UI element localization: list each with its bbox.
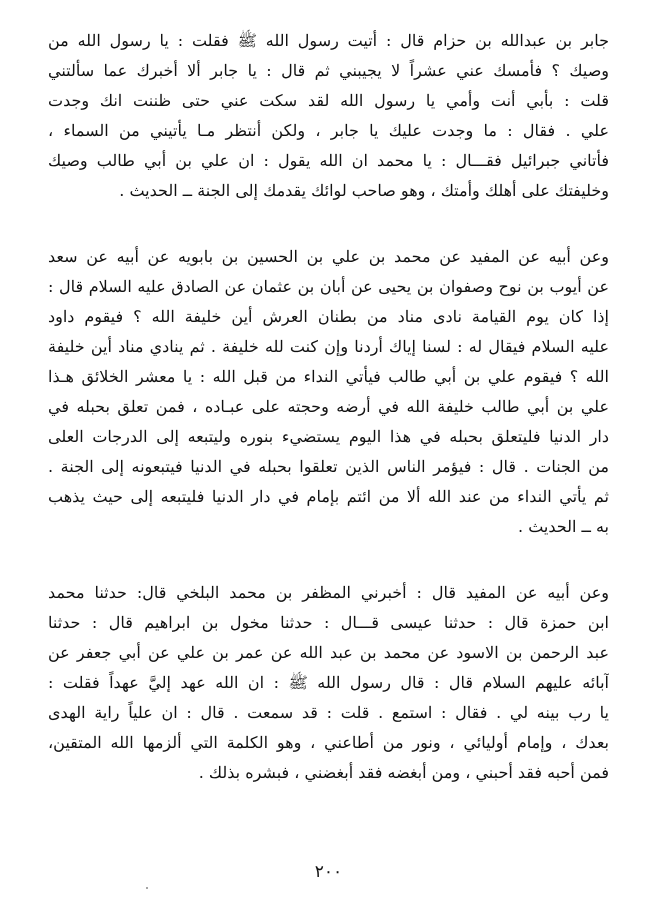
print-speck (146, 887, 148, 889)
text-line: إذا كان يوم القيامة نادى مناد من بطنان العرش أين خليفة الله ؟ فيقوم داود (48, 307, 609, 326)
text-line: علي . فقال : ما وجدت عليك يا جابر ، ولكن أنتظر مـا يأتيني من السماء ، (48, 121, 609, 140)
text-line: عبد الرحمن بن الاسود عن محمد بن عبد الله عن عمر بن علي عن أبي جعفر عن (48, 643, 609, 662)
text-line: جابر بن عبدالله بن حزام قال : أتيت رسول الله ﷺ فقلت : يا رسول الله من (48, 31, 609, 50)
text-line: قلت : بأبي أنت وأمي يا رسول الله لقد سكت عني حتى ظننت انك وجدت (48, 91, 609, 110)
text-line: يا رب بينه لي . فقال : استمع . قلت : قد سمعت . قال : ان علياً راية الهدى (48, 703, 609, 722)
paragraph-3 (48, 578, 609, 788)
page-number: ٢٠٠ (314, 862, 343, 882)
paragraph-1 (48, 26, 609, 206)
text-line: فأتاني جبرائيل فقـــال : يا محمد ان الله يقول : ان علي بن أبي طالب وصيك (48, 151, 609, 170)
text-line: ابن حمزة قال : حدثنا عيسى قـــال : حدثنا مخول بن ابراهيم قال : حدثنا (48, 613, 609, 632)
text-line: وصيك ؟ فأمسك عني عشراً لا يجيبني ثم قال : يا جابر ألا أخبرك عما سألتني (48, 61, 609, 80)
text-line: وعن أبيه عن المفيد قال : أخبرني المظفر بن محمد البلخي قال: حدثنا محمد (48, 583, 609, 602)
text-line: من الجنات . قال : فيؤمر الناس الذين تعلقوا بحبله في الدنيا فيتبعونه إلى الجنة . (48, 457, 609, 476)
text-line: عليه السلام فيقال له : لسنا إياك أردنا وإن كنت لله خليفة . ثم ينادي مناد أين خليفة (48, 337, 609, 356)
text-line: آبائه عليهم السلام قال : قال رسول الله ﷺ : ان الله عهد إليَّ عهداً فقلت : (48, 673, 609, 692)
text-line: به ــ الحديث . (518, 517, 609, 536)
text-line: عن أيوب بن نوح وصفوان بن يحيى عن أبان بن عثمان عن الصادق عليه السلام قال : (48, 277, 609, 296)
text-line: وخليفتك على أهلك وأمتك ، وهو صاحب لوائك يقدمك إلى الجنة ــ الحديث . (119, 181, 609, 200)
paragraph-2 (48, 242, 609, 542)
text-line: فمن أحبه فقد أحبني ، ومن أبغضه فقد أبغضني ، فبشره بذلك . (198, 763, 609, 782)
text-line: الله ؟ فيقوم علي بن أبي طالب فيأتي النداء من قبل الله : يا معشر الخلائق هـذا (48, 367, 609, 386)
paragraph-gap (48, 206, 609, 242)
text-line: ثم يأتي النداء من عند الله ألا من ائتم بإمام في دار الدنيا فليتبعه إلى حيث يذهب (48, 487, 609, 506)
text-line: وعن أبيه عن المفيد عن محمد بن علي بن الحسين بن بابويه عن أبيه عن سعد (48, 247, 609, 266)
text-line: دار الدنيا فليتعلق بحبله في هذا اليوم يستضيء بنوره وليتبعه إلى الدرجات العلى (48, 427, 609, 446)
text-line: علي بن أبي طالب خليفة الله في أرضه وحجته على عبـاده ، فمن تعلق بحبله في (48, 397, 609, 416)
paragraph-gap (48, 542, 609, 578)
text-line: بعدك ، وإمام أوليائي ، ونور من أطاعني ، وهو الكلمة التي ألزمها الله المتقين، (48, 733, 609, 752)
